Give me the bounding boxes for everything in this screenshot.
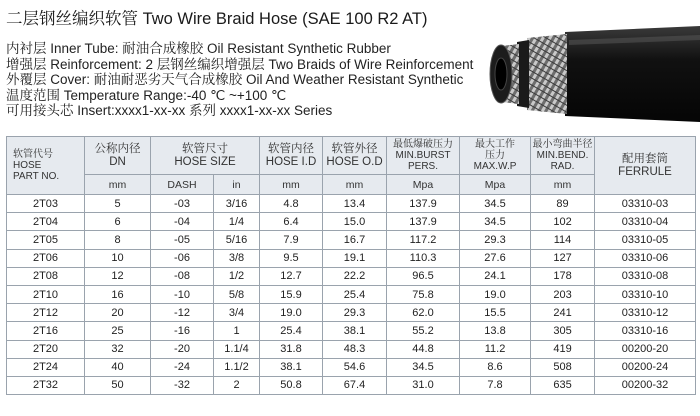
table-cell: 12.7 xyxy=(260,267,323,285)
table-cell: 102 xyxy=(531,213,595,231)
table-cell: -10 xyxy=(151,285,214,303)
table-header-row xyxy=(7,137,696,175)
table-cell: 110.3 xyxy=(387,249,460,267)
table-cell: 419 xyxy=(531,340,595,358)
table-cell: 2T12 xyxy=(7,304,85,322)
table-cell: 19.0 xyxy=(460,285,531,303)
table-cell: 2T04 xyxy=(7,213,85,231)
table-cell: -32 xyxy=(151,376,214,394)
hose-spec-table xyxy=(6,136,696,395)
table-cell: 38.1 xyxy=(323,322,387,340)
table-cell: -03 xyxy=(151,195,214,213)
table-cell: 127 xyxy=(531,249,595,267)
table-cell: 1/2 xyxy=(214,267,260,285)
table-cell: 25.4 xyxy=(260,322,323,340)
table-cell: 31.8 xyxy=(260,340,323,358)
table-cell: 1/4 xyxy=(214,213,260,231)
header-hose-id: 软管内径 HOSE I.D xyxy=(260,137,323,175)
spec-insert: 可用接头芯 Insert:xxxx1-xx-xx 系列 xxxx1-xx-xx Series xyxy=(6,103,333,118)
unit-cell: DASH xyxy=(151,175,214,195)
header-hose-od: 软管外径 HOSE O.D xyxy=(323,137,387,175)
table-cell: 19.1 xyxy=(323,249,387,267)
table-cell: 34.5 xyxy=(460,195,531,213)
table-cell: 44.8 xyxy=(387,340,460,358)
table-cell: 2 xyxy=(214,376,260,394)
table-row xyxy=(7,195,696,213)
table-cell: -06 xyxy=(151,249,214,267)
table-cell: 34.5 xyxy=(387,358,460,376)
table-cell: 13.4 xyxy=(323,195,387,213)
table-cell: 67.4 xyxy=(323,376,387,394)
table-units-row xyxy=(7,175,696,195)
table-cell: 27.6 xyxy=(460,249,531,267)
table-cell: 3/8 xyxy=(214,249,260,267)
table-row xyxy=(7,304,696,322)
table-cell: 03310-16 xyxy=(595,322,696,340)
table-cell: 13.8 xyxy=(460,322,531,340)
table-cell: 38.1 xyxy=(260,358,323,376)
table-cell: 16 xyxy=(85,285,151,303)
table-cell: 03310-10 xyxy=(595,285,696,303)
spec-temperature: 温度范围 Temperature Range:-40 ℃ ~+100 ℃ xyxy=(6,87,287,103)
header-dn: 公称内径 DN xyxy=(85,137,151,175)
table-cell: 11.2 xyxy=(460,340,531,358)
table-cell: 40 xyxy=(85,358,151,376)
table-cell: 241 xyxy=(531,304,595,322)
table-cell: 2T24 xyxy=(7,358,85,376)
table-row xyxy=(7,285,696,303)
table-cell: 2T06 xyxy=(7,249,85,267)
table-cell: 3/4 xyxy=(214,304,260,322)
table-cell: 2T20 xyxy=(7,340,85,358)
table-cell: 55.2 xyxy=(387,322,460,340)
table-row xyxy=(7,267,696,285)
table-cell: 15.0 xyxy=(323,213,387,231)
table-cell: 2T32 xyxy=(7,376,85,394)
table-cell: 2T03 xyxy=(7,195,85,213)
table-cell: 7.9 xyxy=(260,231,323,249)
spec-inner-tube: 内衬层 Inner Tube: 耐油合成橡胶 Oil Resistant Synthetic Rubber xyxy=(6,41,391,56)
spec-cover: 外覆层 Cover: 耐油耐恶劣天气合成橡胶 Oil And Weather Resistant Synthetic xyxy=(6,72,464,87)
table-cell: 635 xyxy=(531,376,595,394)
table-cell: 19.0 xyxy=(260,304,323,322)
table-cell: 34.5 xyxy=(460,213,531,231)
header-hose-size: 软管尺寸 HOSE SIZE xyxy=(151,137,260,175)
table-row xyxy=(7,376,696,394)
spec-list xyxy=(6,41,473,119)
table-cell: 12 xyxy=(85,267,151,285)
table-cell: 00200-32 xyxy=(595,376,696,394)
table-cell: 25.4 xyxy=(323,285,387,303)
table-cell: 03310-06 xyxy=(595,249,696,267)
unit-cell: Mpa xyxy=(460,175,531,195)
table-cell: 62.0 xyxy=(387,304,460,322)
table-cell: 48.3 xyxy=(323,340,387,358)
table-cell: 03310-05 xyxy=(595,231,696,249)
unit-cell: mm xyxy=(85,175,151,195)
table-cell: 2T05 xyxy=(7,231,85,249)
table-cell: 5/16 xyxy=(214,231,260,249)
table-cell: -20 xyxy=(151,340,214,358)
table-cell: 7.8 xyxy=(460,376,531,394)
unit-cell: Mpa xyxy=(387,175,460,195)
table-cell: 8.6 xyxy=(460,358,531,376)
table-cell: 03310-08 xyxy=(595,267,696,285)
table-cell: 54.6 xyxy=(323,358,387,376)
table-row xyxy=(7,231,696,249)
table-cell: 2T08 xyxy=(7,267,85,285)
table-cell: 31.0 xyxy=(387,376,460,394)
table-row xyxy=(7,358,696,376)
table-cell: 3/16 xyxy=(214,195,260,213)
table-cell: 117.2 xyxy=(387,231,460,249)
table-row xyxy=(7,322,696,340)
table-row xyxy=(7,340,696,358)
page-title: 二层钢丝编织软管 Two Wire Braid Hose (SAE 100 R2 AT) xyxy=(6,10,428,28)
table-cell: -16 xyxy=(151,322,214,340)
table-cell: 6.4 xyxy=(260,213,323,231)
table-cell: -04 xyxy=(151,213,214,231)
table-cell: 00200-24 xyxy=(595,358,696,376)
unit-cell: mm xyxy=(531,175,595,195)
table-cell: 10 xyxy=(85,249,151,267)
table-cell: 96.5 xyxy=(387,267,460,285)
header-ferrule: 配用套筒 FERRULE xyxy=(595,137,696,195)
table-cell: 1 xyxy=(214,322,260,340)
table-cell: 305 xyxy=(531,322,595,340)
table-body xyxy=(7,195,696,395)
table-cell: 8 xyxy=(85,231,151,249)
table-cell: 9.5 xyxy=(260,249,323,267)
table-cell: -12 xyxy=(151,304,214,322)
table-cell: 25 xyxy=(85,322,151,340)
table-cell: 24.1 xyxy=(460,267,531,285)
table-cell: 15.5 xyxy=(460,304,531,322)
table-cell: 89 xyxy=(531,195,595,213)
table-cell: 20 xyxy=(85,304,151,322)
table-cell: 1.1/4 xyxy=(214,340,260,358)
table-cell: 03310-04 xyxy=(595,213,696,231)
table-cell: 178 xyxy=(531,267,595,285)
spec-reinforcement: 增强层 Reinforcement: 2 层钢丝编织增强层 Two Braids of Wire Reinforcement xyxy=(6,56,474,72)
header-hose-part-no: 软管代号 HOSE PART NO. xyxy=(7,137,85,195)
table-cell: 03310-03 xyxy=(595,195,696,213)
unit-cell: mm xyxy=(323,175,387,195)
header-min-burst: 最低爆破压力 MIN.BURST PERS. xyxy=(387,137,460,175)
table-cell: -08 xyxy=(151,267,214,285)
table-cell: 2T16 xyxy=(7,322,85,340)
table-cell: 75.8 xyxy=(387,285,460,303)
table-cell: 50.8 xyxy=(260,376,323,394)
table-cell: 2T10 xyxy=(7,285,85,303)
table-cell: 137.9 xyxy=(387,213,460,231)
unit-cell: mm xyxy=(260,175,323,195)
table-cell: 203 xyxy=(531,285,595,303)
table-cell: 4.8 xyxy=(260,195,323,213)
table-cell: 29.3 xyxy=(323,304,387,322)
table-cell: 137.9 xyxy=(387,195,460,213)
table-cell: 508 xyxy=(531,358,595,376)
table-cell: 5/8 xyxy=(214,285,260,303)
table-cell: 03310-12 xyxy=(595,304,696,322)
table-cell: 16.7 xyxy=(323,231,387,249)
header-max-wp: 最大工作 压力 MAX.W.P xyxy=(460,137,531,175)
table-row xyxy=(7,249,696,267)
table-cell: 00200-20 xyxy=(595,340,696,358)
table-cell: 6 xyxy=(85,213,151,231)
table-cell: 32 xyxy=(85,340,151,358)
table-cell: -05 xyxy=(151,231,214,249)
table-cell: 114 xyxy=(531,231,595,249)
header-min-bend-rad: 最小弯曲半径 MIN.BEND. RAD. xyxy=(531,137,595,175)
table-cell: 1.1/2 xyxy=(214,358,260,376)
table-row xyxy=(7,213,696,231)
hose-product-image xyxy=(487,24,700,124)
unit-cell: in xyxy=(214,175,260,195)
table-cell: -24 xyxy=(151,358,214,376)
table-cell: 5 xyxy=(85,195,151,213)
table-cell: 22.2 xyxy=(323,267,387,285)
table-cell: 15.9 xyxy=(260,285,323,303)
table-cell: 50 xyxy=(85,376,151,394)
table-cell: 29.3 xyxy=(460,231,531,249)
